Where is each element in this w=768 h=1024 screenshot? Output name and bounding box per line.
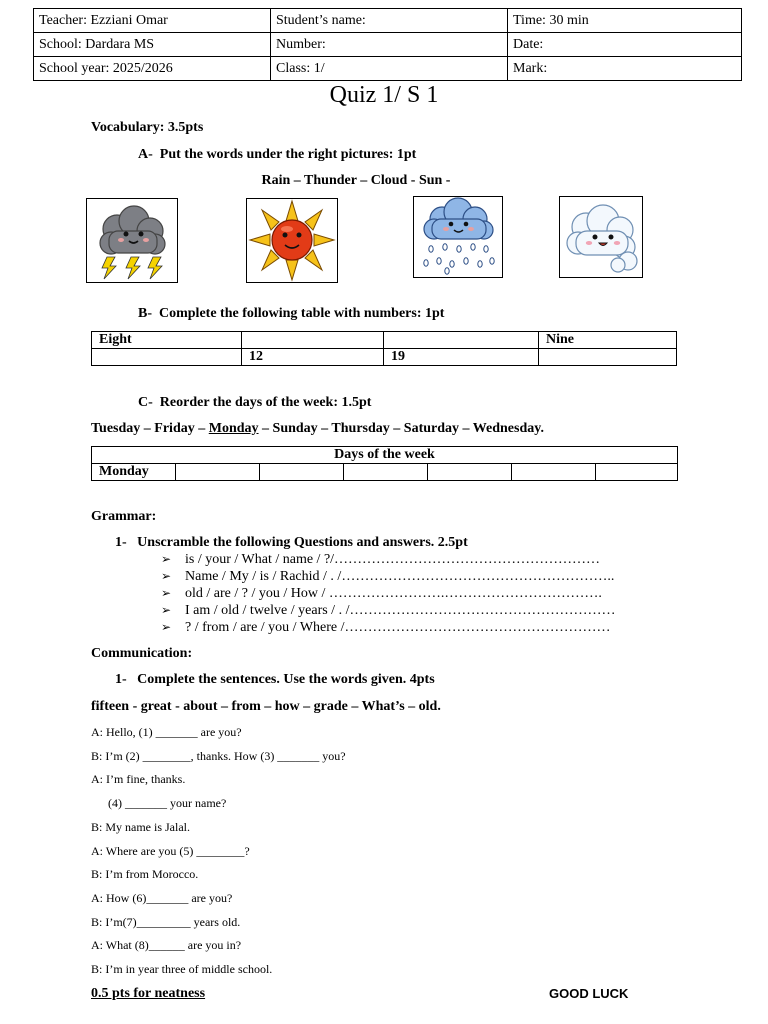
vocab-b-instruction bbox=[138, 306, 444, 322]
header-row bbox=[34, 33, 742, 57]
numbers-cell: Nine bbox=[539, 332, 677, 349]
grammar-bullet bbox=[161, 569, 614, 585]
days-cell[interactable] bbox=[176, 464, 260, 481]
numbers-row bbox=[92, 349, 677, 366]
vocab-c-instruction bbox=[138, 395, 371, 411]
date-cell[interactable]: Date: bbox=[508, 33, 742, 57]
dialogue-line[interactable]: B: I’m (2) ________, thanks. How (3) _______ you? bbox=[91, 749, 346, 763]
grammar-heading: Grammar: bbox=[91, 509, 157, 524]
dialogue-line: B: I’m from Morocco. bbox=[91, 867, 199, 881]
days-cell[interactable] bbox=[596, 464, 678, 481]
days-cell[interactable] bbox=[260, 464, 344, 481]
header-table bbox=[33, 8, 742, 81]
arrow-bullet-icon: ➢ bbox=[161, 620, 172, 634]
grammar-bullet bbox=[161, 552, 600, 568]
rain-cloud-picture bbox=[413, 196, 503, 278]
days-word-list bbox=[91, 421, 544, 437]
days-cell: Monday bbox=[92, 464, 176, 481]
grammar-instruction bbox=[115, 535, 468, 551]
dialogue-line[interactable]: B: I’m(7)_________ years old. bbox=[91, 915, 241, 929]
vocab-word-bank: Rain – Thunder – Cloud - Sun - bbox=[261, 173, 451, 188]
grammar-bullet bbox=[161, 586, 602, 602]
vocab-a-label: A- bbox=[138, 147, 153, 162]
dialogue-line[interactable]: A: Hello, (1) _______ are you? bbox=[91, 725, 242, 739]
arrow-bullet-icon: ➢ bbox=[161, 569, 172, 583]
grammar-bullet-text[interactable]: I am / old / twelve / years / . /………………………………………………… bbox=[185, 603, 616, 618]
grammar-bullet bbox=[161, 603, 615, 619]
numbers-cell[interactable] bbox=[92, 349, 242, 366]
mark-cell: Mark: bbox=[508, 57, 742, 81]
vocab-c-label: C- bbox=[138, 395, 153, 410]
communication-heading: Communication: bbox=[91, 646, 193, 661]
arrow-bullet-icon: ➢ bbox=[161, 586, 172, 600]
days-table-header: Days of the week bbox=[92, 447, 678, 464]
days-header-row bbox=[92, 447, 678, 464]
grammar-bullet-text[interactable]: Name / My / is / Rachid / . /………………………………………………….. bbox=[185, 569, 615, 584]
sun-icon bbox=[247, 199, 337, 282]
arrow-bullet-icon: ➢ bbox=[161, 603, 172, 617]
dialogue-line: B: I’m in year three of middle school. bbox=[91, 962, 273, 976]
school-year-cell: School year: 2025/2026 bbox=[34, 57, 271, 81]
thunder-cloud-picture bbox=[86, 198, 178, 283]
vocab-a-instruction bbox=[138, 147, 416, 163]
dialogue-line[interactable]: (4) _______ your name? bbox=[108, 796, 227, 810]
numbers-cell[interactable] bbox=[242, 332, 384, 349]
neatness-note: 0.5 pts for neatness bbox=[91, 986, 206, 1001]
dialogue-line[interactable]: A: Where are you (5) ________? bbox=[91, 844, 250, 858]
dialogue-line: B: My name is Jalal. bbox=[91, 820, 190, 834]
communication-item-label: 1- bbox=[115, 672, 127, 687]
numbers-cell[interactable] bbox=[539, 349, 677, 366]
number-cell[interactable]: Number: bbox=[271, 33, 508, 57]
grammar-bullet-text[interactable]: old / are / ? / you / How / …………………….……………………………. bbox=[185, 586, 602, 601]
vocab-a-text: Put the words under the right pictures: 1pt bbox=[159, 147, 417, 162]
grammar-bullet-text[interactable]: ? / from / are / you / Where /………………………………………………… bbox=[185, 620, 611, 635]
cloud-picture bbox=[559, 196, 643, 278]
header-row bbox=[34, 9, 742, 33]
communication-item-text: Complete the sentences. Use the words given. 4pts bbox=[137, 672, 435, 687]
page-title: Quiz 1/ S 1 bbox=[329, 82, 439, 108]
student-name-cell[interactable]: Student’s name: bbox=[271, 9, 508, 33]
numbers-cell: 19 bbox=[384, 349, 539, 366]
communication-instruction bbox=[115, 672, 435, 688]
school-cell: School: Dardara MS bbox=[34, 33, 271, 57]
days-before: Tuesday – Friday – bbox=[91, 421, 209, 436]
time-cell: Time: 30 min bbox=[508, 9, 742, 33]
numbers-row bbox=[92, 332, 677, 349]
numbers-cell: Eight bbox=[92, 332, 242, 349]
dialogue-line: A: I’m fine, thanks. bbox=[91, 772, 186, 786]
class-cell[interactable]: Class: 1/ bbox=[271, 57, 508, 81]
days-row bbox=[92, 464, 678, 481]
days-cell[interactable] bbox=[428, 464, 512, 481]
vocab-b-text: Complete the following table with numbers: 1pt bbox=[159, 306, 445, 321]
rain-cloud-icon bbox=[414, 197, 502, 277]
dialogue-line[interactable]: A: What (8)______ are you in? bbox=[91, 938, 242, 952]
communication-word-bank: fifteen - great - about – from – how – grade – What’s – old. bbox=[91, 699, 441, 714]
teacher-cell: Teacher: Ezziani Omar bbox=[34, 9, 271, 33]
arrow-bullet-icon: ➢ bbox=[161, 552, 172, 566]
grammar-item-label: 1- bbox=[115, 535, 127, 550]
vocab-c-text: Reorder the days of the week: 1.5pt bbox=[159, 395, 372, 410]
grammar-bullet bbox=[161, 620, 611, 636]
numbers-cell[interactable] bbox=[384, 332, 539, 349]
days-cell[interactable] bbox=[512, 464, 596, 481]
grammar-item-text: Unscramble the following Questions and answers. 2.5pt bbox=[137, 535, 468, 550]
days-table bbox=[91, 446, 678, 481]
numbers-cell: 12 bbox=[242, 349, 384, 366]
vocab-b-label: B- bbox=[138, 306, 152, 321]
dialogue-line[interactable]: A: How (6)_______ are you? bbox=[91, 891, 233, 905]
thunder-cloud-icon bbox=[87, 199, 177, 282]
vocabulary-heading: Vocabulary: 3.5pts bbox=[91, 120, 204, 135]
cloud-icon bbox=[560, 197, 642, 277]
days-after: – Sunday – Thursday – Saturday – Wednesday. bbox=[258, 421, 544, 436]
grammar-bullet-text[interactable]: is / your / What / name / ?/………………………………………………… bbox=[185, 552, 601, 567]
header-row bbox=[34, 57, 742, 81]
numbers-table bbox=[91, 331, 677, 366]
days-underlined: Monday bbox=[208, 421, 259, 436]
good-luck-note: GOOD LUCK bbox=[549, 986, 629, 1001]
sun-picture bbox=[246, 198, 338, 283]
days-cell[interactable] bbox=[344, 464, 428, 481]
